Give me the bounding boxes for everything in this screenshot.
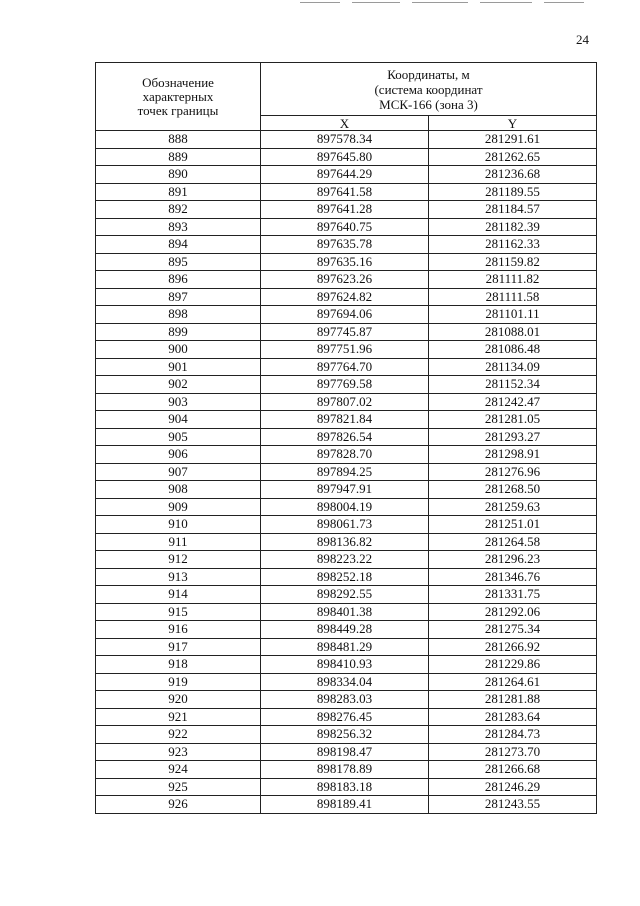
- point-id-cell: 907: [96, 463, 261, 481]
- y-coordinate-cell: 281281.05: [429, 411, 597, 429]
- point-id-cell: 908: [96, 481, 261, 499]
- point-id-cell: 911: [96, 533, 261, 551]
- top-rule-segment: [412, 2, 468, 3]
- table-row: [96, 428, 597, 446]
- point-id-cell: 900: [96, 341, 261, 359]
- table-row: [96, 288, 597, 306]
- y-coordinate-cell: 281284.73: [429, 726, 597, 744]
- point-id-cell: 920: [96, 691, 261, 709]
- header-line: (система координат: [374, 81, 483, 97]
- x-coordinate-cell: 897828.70: [261, 446, 429, 464]
- table-row: [96, 463, 597, 481]
- x-coordinate-cell: 897947.91: [261, 481, 429, 499]
- table-row: [96, 691, 597, 709]
- y-coordinate-cell: 281268.50: [429, 481, 597, 499]
- x-coordinate-cell: 897821.84: [261, 411, 429, 429]
- x-coordinate-cell: 897635.78: [261, 236, 429, 254]
- y-coordinate-cell: 281281.88: [429, 691, 597, 709]
- x-coordinate-cell: 898189.41: [261, 796, 429, 814]
- y-coordinate-cell: 281242.47: [429, 393, 597, 411]
- point-id-cell: 898: [96, 306, 261, 324]
- x-coordinate-cell: 898481.29: [261, 638, 429, 656]
- point-id-cell: 921: [96, 708, 261, 726]
- point-id-cell: 912: [96, 551, 261, 569]
- x-coordinate-cell: 897751.96: [261, 341, 429, 359]
- y-coordinate-cell: 281259.63: [429, 498, 597, 516]
- table-row: [96, 551, 597, 569]
- x-coordinate-cell: 897769.58: [261, 376, 429, 394]
- x-coordinate-cell: 897694.06: [261, 306, 429, 324]
- table-row: [96, 376, 597, 394]
- x-coordinate-cell: 898061.73: [261, 516, 429, 534]
- y-coordinate-cell: 281273.70: [429, 743, 597, 761]
- point-id-cell: 901: [96, 358, 261, 376]
- y-coordinate-cell: 281251.01: [429, 516, 597, 534]
- x-coordinate-cell: 897745.87: [261, 323, 429, 341]
- x-coordinate-cell: 897624.82: [261, 288, 429, 306]
- y-coordinate-cell: 281246.29: [429, 778, 597, 796]
- table-row: [96, 796, 597, 814]
- x-coordinate-cell: 898198.47: [261, 743, 429, 761]
- point-id-cell: 894: [96, 236, 261, 254]
- top-rule-segment: [544, 2, 584, 3]
- table-row: [96, 481, 597, 499]
- y-coordinate-cell: 281162.33: [429, 236, 597, 254]
- table-row: [96, 568, 597, 586]
- x-coordinate-cell: 898292.55: [261, 586, 429, 604]
- x-coordinate-cell: 897645.80: [261, 148, 429, 166]
- point-id-cell: 918: [96, 656, 261, 674]
- table-row: [96, 638, 597, 656]
- point-id-cell: 923: [96, 743, 261, 761]
- y-coordinate-cell: 281229.86: [429, 656, 597, 674]
- x-coordinate-cell: 897764.70: [261, 358, 429, 376]
- point-id-cell: 909: [96, 498, 261, 516]
- y-coordinate-cell: 281293.27: [429, 428, 597, 446]
- point-id-cell: 903: [96, 393, 261, 411]
- table-header-row: [96, 63, 597, 116]
- table-row: [96, 446, 597, 464]
- point-id-cell: 917: [96, 638, 261, 656]
- y-coordinate-cell: 281184.57: [429, 201, 597, 219]
- table-row: [96, 201, 597, 219]
- coordinates-table: [95, 62, 597, 814]
- table-row: [96, 603, 597, 621]
- y-coordinate-cell: 281346.76: [429, 568, 597, 586]
- table-row: [96, 323, 597, 341]
- x-coordinate-cell: 897807.02: [261, 393, 429, 411]
- point-id-cell: 922: [96, 726, 261, 744]
- x-coordinate-cell: 898449.28: [261, 621, 429, 639]
- x-coordinate-cell: 897640.75: [261, 218, 429, 236]
- table-body: [96, 131, 597, 814]
- header-line: Координаты, м: [387, 66, 470, 82]
- x-coordinate-cell: 898183.18: [261, 778, 429, 796]
- table-row: [96, 393, 597, 411]
- x-coordinate-cell: 898256.32: [261, 726, 429, 744]
- top-rule-segment: [480, 2, 532, 3]
- point-id-cell: 895: [96, 253, 261, 271]
- x-coordinate-cell: 898004.19: [261, 498, 429, 516]
- table-row: [96, 516, 597, 534]
- header-line: характерных: [142, 88, 214, 104]
- point-id-cell: 888: [96, 131, 261, 149]
- y-coordinate-cell: 281292.06: [429, 603, 597, 621]
- header-line: точек границы: [137, 102, 219, 118]
- table-row: [96, 761, 597, 779]
- y-coordinate-cell: 281276.96: [429, 463, 597, 481]
- y-coordinate-cell: 281291.61: [429, 131, 597, 149]
- y-coordinate-cell: 281134.09: [429, 358, 597, 376]
- point-id-cell: 925: [96, 778, 261, 796]
- table-row: [96, 778, 597, 796]
- x-coordinate-cell: 897641.58: [261, 183, 429, 201]
- point-id-cell: 893: [96, 218, 261, 236]
- y-coordinate-cell: 281264.61: [429, 673, 597, 691]
- x-coordinate-cell: 898401.38: [261, 603, 429, 621]
- table-row: [96, 411, 597, 429]
- table-row: [96, 498, 597, 516]
- x-coordinate-cell: 897578.34: [261, 131, 429, 149]
- table-row: [96, 341, 597, 359]
- y-coordinate-cell: 281111.82: [429, 271, 597, 289]
- table-row: [96, 218, 597, 236]
- x-coordinate-cell: 898178.89: [261, 761, 429, 779]
- table-row: [96, 253, 597, 271]
- y-coordinate-cell: 281152.34: [429, 376, 597, 394]
- x-column-header: X: [261, 116, 429, 131]
- coordinates-header: [261, 63, 597, 116]
- x-coordinate-cell: 897641.28: [261, 201, 429, 219]
- y-coordinate-cell: 281111.58: [429, 288, 597, 306]
- table-row: [96, 271, 597, 289]
- y-coordinate-cell: 281275.34: [429, 621, 597, 639]
- y-column-header: Y: [429, 116, 597, 131]
- table-row: [96, 621, 597, 639]
- y-coordinate-cell: 281182.39: [429, 218, 597, 236]
- point-id-cell: 892: [96, 201, 261, 219]
- y-coordinate-cell: 281283.64: [429, 708, 597, 726]
- table-row: [96, 586, 597, 604]
- x-coordinate-cell: 898276.45: [261, 708, 429, 726]
- y-coordinate-cell: 281298.91: [429, 446, 597, 464]
- point-id-cell: 905: [96, 428, 261, 446]
- point-id-cell: 913: [96, 568, 261, 586]
- point-id-cell: 916: [96, 621, 261, 639]
- table-row: [96, 148, 597, 166]
- x-coordinate-cell: 897894.25: [261, 463, 429, 481]
- y-coordinate-cell: 281159.82: [429, 253, 597, 271]
- x-coordinate-cell: 897826.54: [261, 428, 429, 446]
- y-coordinate-cell: 281086.48: [429, 341, 597, 359]
- point-id-cell: 915: [96, 603, 261, 621]
- top-rule-segment: [300, 2, 340, 3]
- point-id-cell: 919: [96, 673, 261, 691]
- y-coordinate-cell: 281243.55: [429, 796, 597, 814]
- point-id-cell: 889: [96, 148, 261, 166]
- y-coordinate-cell: 281262.65: [429, 148, 597, 166]
- header-line: МСК-166 (зона 3): [379, 96, 478, 112]
- point-id-cell: 906: [96, 446, 261, 464]
- table-row: [96, 533, 597, 551]
- table-row: [96, 131, 597, 149]
- point-id-cell: 897: [96, 288, 261, 306]
- x-coordinate-cell: 897635.16: [261, 253, 429, 271]
- y-coordinate-cell: 281264.58: [429, 533, 597, 551]
- x-coordinate-cell: 897623.26: [261, 271, 429, 289]
- table-row: [96, 726, 597, 744]
- point-designation-header: [96, 63, 261, 131]
- y-coordinate-cell: 281189.55: [429, 183, 597, 201]
- page-number: 24: [576, 32, 589, 47]
- y-coordinate-cell: 281266.68: [429, 761, 597, 779]
- top-rule-segment: [352, 2, 400, 3]
- y-coordinate-cell: 281296.23: [429, 551, 597, 569]
- y-coordinate-cell: 281331.75: [429, 586, 597, 604]
- table-row: [96, 236, 597, 254]
- x-coordinate-cell: 898283.03: [261, 691, 429, 709]
- point-id-cell: 899: [96, 323, 261, 341]
- header-line: Обозначение: [142, 74, 214, 90]
- table-row: [96, 183, 597, 201]
- x-coordinate-cell: 898252.18: [261, 568, 429, 586]
- y-coordinate-cell: 281266.92: [429, 638, 597, 656]
- point-id-cell: 910: [96, 516, 261, 534]
- x-coordinate-cell: 898136.82: [261, 533, 429, 551]
- point-id-cell: 891: [96, 183, 261, 201]
- point-id-cell: 926: [96, 796, 261, 814]
- table-row: [96, 358, 597, 376]
- point-id-cell: 904: [96, 411, 261, 429]
- point-id-cell: 924: [96, 761, 261, 779]
- table-row: [96, 743, 597, 761]
- x-coordinate-cell: 898334.04: [261, 673, 429, 691]
- table-row: [96, 656, 597, 674]
- table-row: [96, 673, 597, 691]
- table-row: [96, 708, 597, 726]
- y-coordinate-cell: 281236.68: [429, 166, 597, 184]
- point-id-cell: 902: [96, 376, 261, 394]
- y-coordinate-cell: 281088.01: [429, 323, 597, 341]
- point-id-cell: 896: [96, 271, 261, 289]
- table-row: [96, 166, 597, 184]
- x-coordinate-cell: 897644.29: [261, 166, 429, 184]
- point-id-cell: 890: [96, 166, 261, 184]
- x-coordinate-cell: 898410.93: [261, 656, 429, 674]
- table-row: [96, 306, 597, 324]
- y-coordinate-cell: 281101.11: [429, 306, 597, 324]
- x-coordinate-cell: 898223.22: [261, 551, 429, 569]
- point-id-cell: 914: [96, 586, 261, 604]
